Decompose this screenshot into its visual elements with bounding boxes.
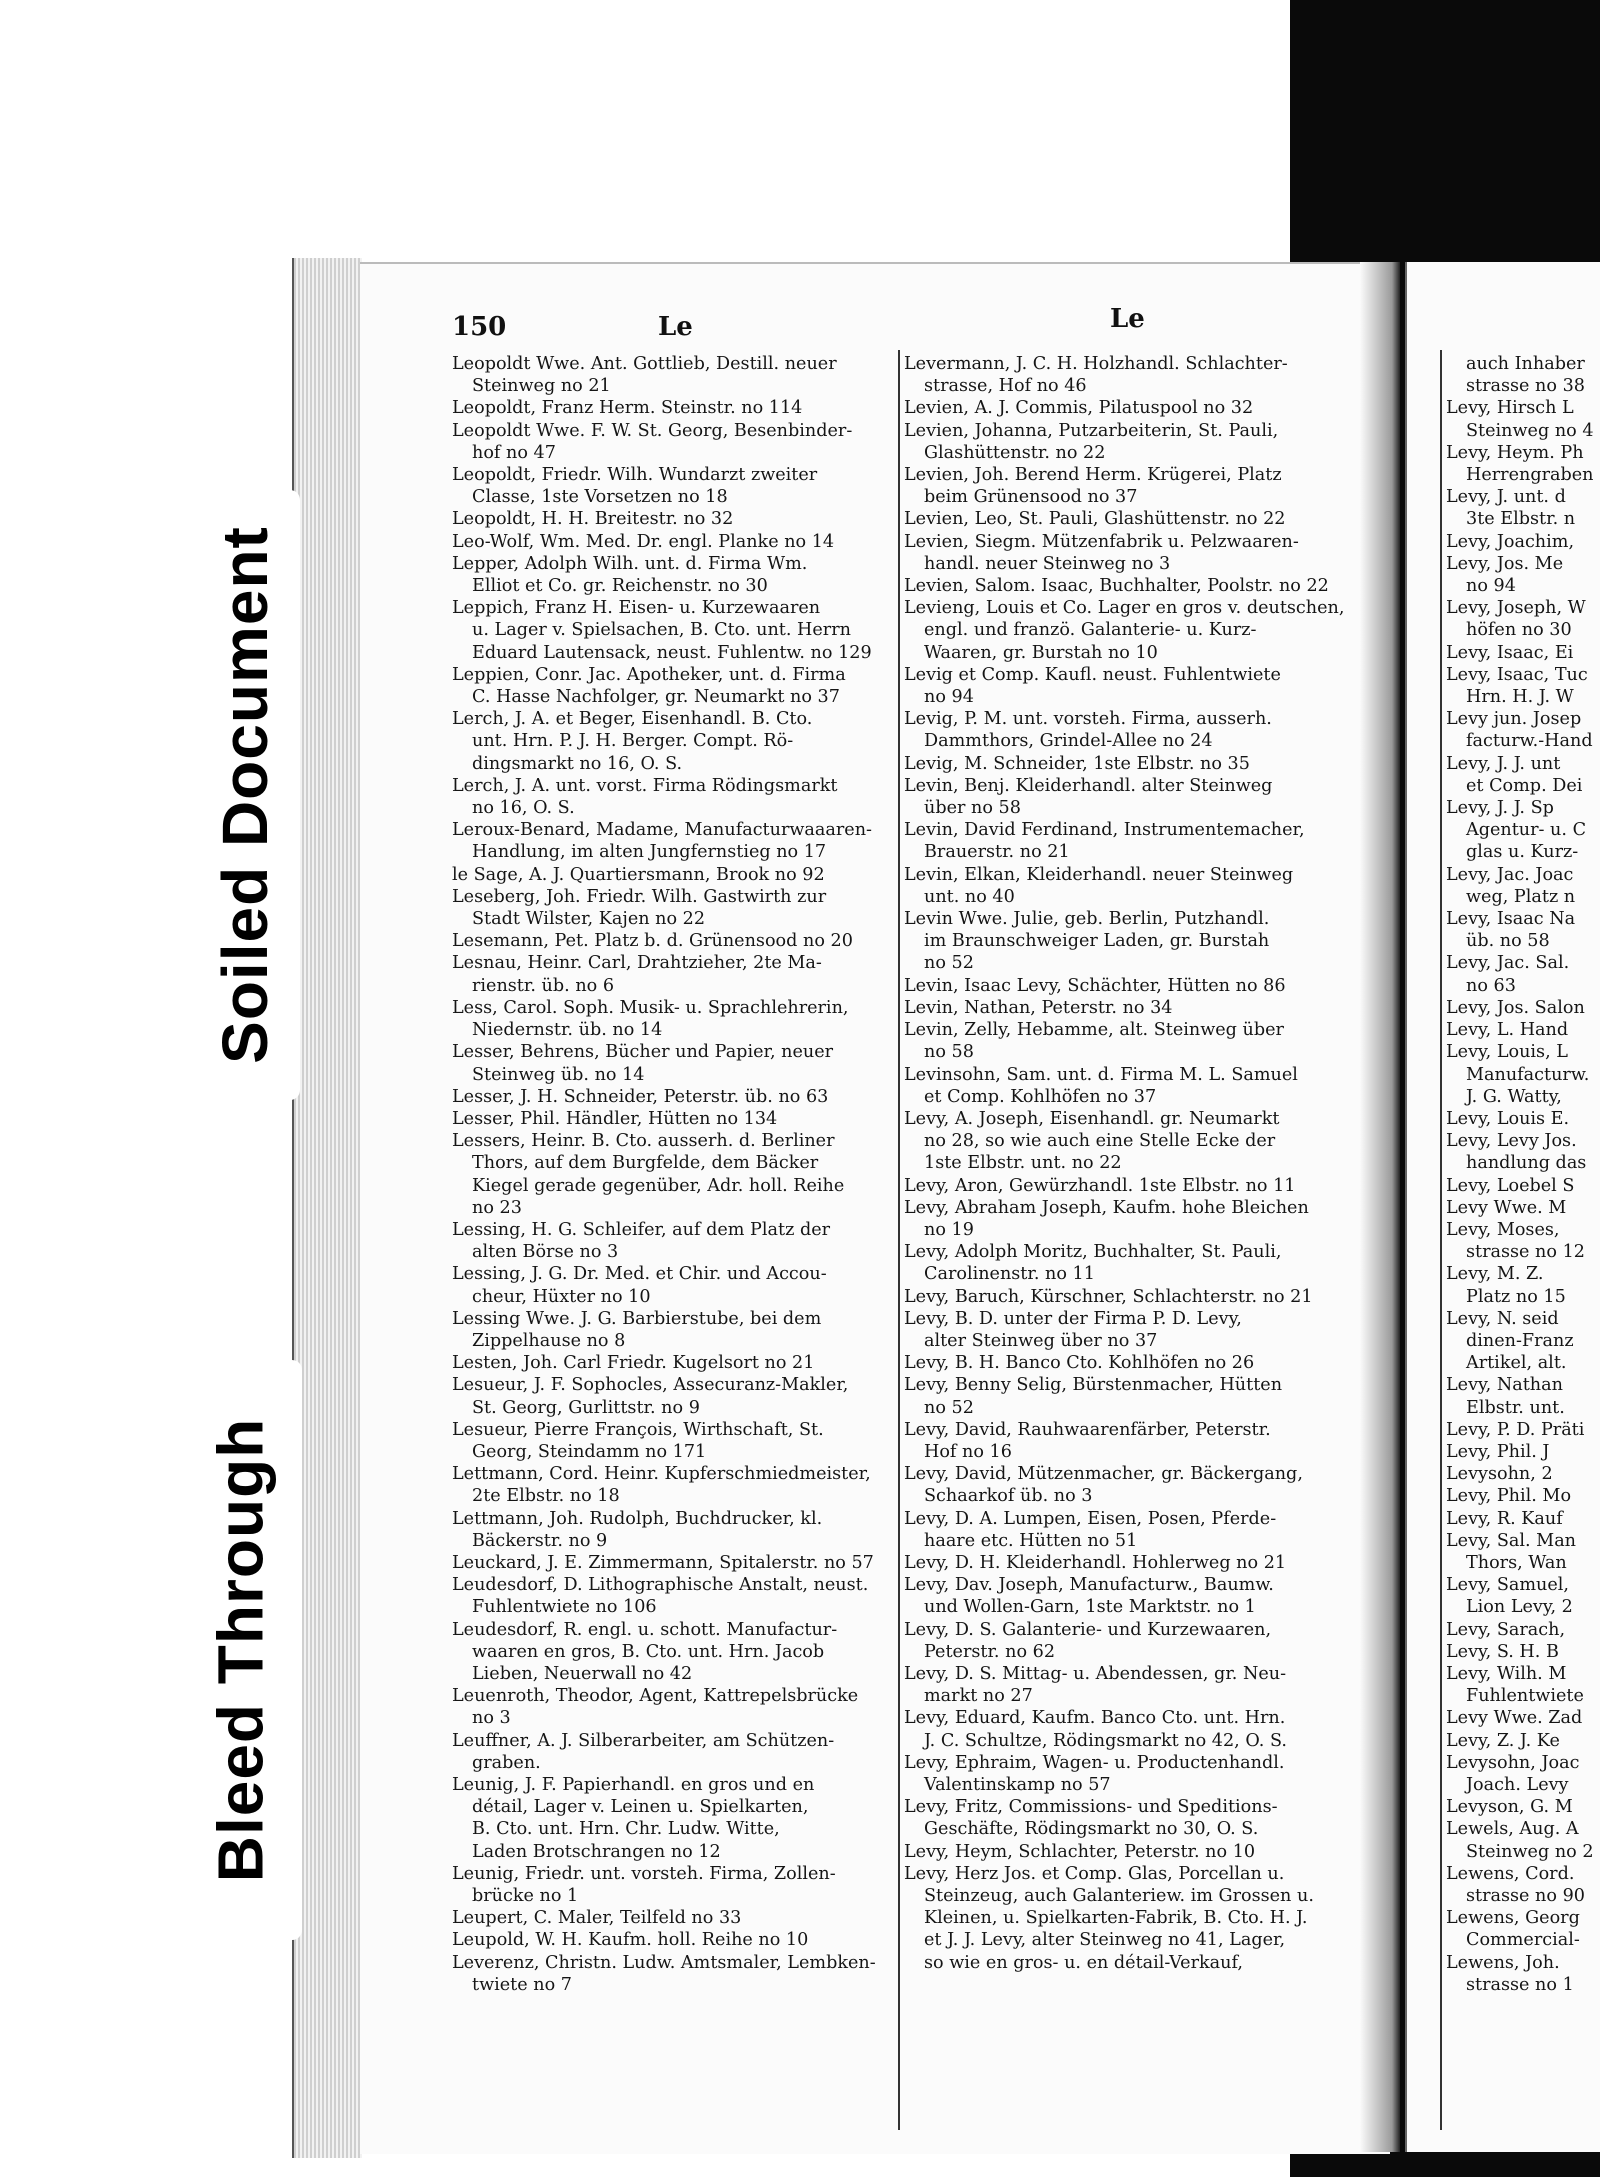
directory-line: Levin, Zelly, Hebamme, alt. Steinweg über <box>904 1020 1284 1041</box>
directory-line: haare etc. Hütten no 51 <box>924 1530 1138 1551</box>
directory-line: Levy, Heym. Ph <box>1446 442 1584 463</box>
directory-line: auch Inhaber <box>1466 354 1585 374</box>
directory-line: Dammthors, Grindel-Allee no 24 <box>924 731 1213 752</box>
directory-line: im Braunschweiger Laden, gr. Burstah <box>924 931 1270 952</box>
directory-line: hof no 47 <box>472 442 556 463</box>
directory-line: Steinweg no 2 <box>1466 1841 1594 1862</box>
directory-line: Lesueur, J. F. Sophocles, Assecuranz-Makler, <box>452 1375 849 1396</box>
third-column <box>1446 353 1596 1996</box>
directory-line: St. Georg, Gurlittstr. no 9 <box>472 1397 700 1418</box>
directory-line: Levy, Sarach, <box>1446 1619 1566 1640</box>
directory-line: détail, Lager v. Leinen u. Spielkarten, <box>472 1797 809 1818</box>
directory-line: Lesten, Joh. Carl Friedr. Kugelsort no 21 <box>452 1353 815 1374</box>
directory-line: et Comp. Dei <box>1466 775 1583 796</box>
directory-line: Levy, Jac. Sal. <box>1446 953 1570 974</box>
directory-line: Levy, J. J. unt <box>1446 753 1561 774</box>
directory-line: Levy, Hirsch L <box>1446 398 1574 419</box>
right-column <box>904 353 1350 1974</box>
directory-line: Schaarkof üb. no 3 <box>924 1486 1093 1507</box>
directory-line: Fuhlentwiete <box>1466 1686 1584 1707</box>
directory-line: rienstr. üb. no 6 <box>472 975 615 996</box>
directory-line: Joach. Levy <box>1466 1775 1569 1795</box>
directory-line: Levy, David, Rauhwaarenfärber, Peterstr. <box>904 1419 1271 1440</box>
directory-line: Leunig, J. F. Papierhandl. en gros und en <box>452 1775 815 1795</box>
directory-line: Levien, A. J. Commis, Pilatuspool no 32 <box>904 398 1254 419</box>
directory-line: Levy, Jac. Joac <box>1446 864 1574 885</box>
directory-line: Levy, L. Hand <box>1446 1020 1569 1041</box>
directory-line: Levin, Nathan, Peterstr. no 34 <box>904 997 1173 1018</box>
directory-line: Levy, Fritz, Commissions- und Speditions- <box>904 1797 1278 1818</box>
directory-line: Levysohn, Joac <box>1446 1752 1580 1773</box>
directory-line: Leppien, Conr. Jac. Apotheker, unt. d. Firma <box>452 664 846 685</box>
directory-line: Lewens, Georg <box>1446 1908 1580 1929</box>
directory-line: Geschäfte, Rödingsmarkt no 30, O. S. <box>924 1819 1259 1840</box>
directory-line: Leopoldt, H. H. Breitestr. no 32 <box>452 509 734 530</box>
directory-line: Artikel, alt. <box>1466 1353 1567 1374</box>
directory-line: Hof no 16 <box>924 1441 1012 1462</box>
directory-line: über no 58 <box>924 798 1021 819</box>
directory-line: Levy Wwe. Zad <box>1446 1708 1583 1729</box>
directory-line: dinen-Franz <box>1466 1330 1574 1351</box>
directory-line: Levy, Moses, <box>1446 1219 1560 1240</box>
directory-line: Levy, Ephraim, Wagen- u. Productenhandl. <box>904 1752 1285 1773</box>
directory-line: Lessing Wwe. J. G. Barbierstube, bei dem <box>452 1308 822 1329</box>
directory-line: Lewels, Aug. A <box>1446 1819 1579 1840</box>
directory-line: Levy, Eduard, Kaufm. Banco Cto. unt. Hrn. <box>904 1708 1286 1729</box>
directory-line: Leverenz, Christn. Ludw. Amtsmaler, Lembken- <box>452 1952 876 1973</box>
directory-line: Leopoldt, Franz Herm. Steinstr. no 114 <box>452 398 803 419</box>
directory-line: Thors, Wan <box>1466 1552 1567 1573</box>
directory-line: Levy, Phil. J <box>1446 1441 1550 1462</box>
directory-line: markt no 27 <box>924 1686 1033 1707</box>
directory-line: Herrengraben <box>1466 465 1594 486</box>
directory-line: Leppich, Franz H. Eisen- u. Kurzewaaren <box>452 598 821 619</box>
directory-line: Levy, Dav. Joseph, Manufacturw., Baumw. <box>904 1575 1274 1596</box>
directory-line: Levy, Phil. Mo <box>1446 1486 1572 1507</box>
directory-line: Leroux-Benard, Madame, Manufacturwaaaren- <box>452 820 872 841</box>
directory-line: u. Lager v. Spielsachen, B. Cto. unt. Herrn <box>472 620 851 641</box>
directory-line: Georg, Steindamm no 171 <box>472 1441 707 1462</box>
directory-line: Leopoldt, Friedr. Wilh. Wundarzt zweiter <box>452 465 818 486</box>
directory-line: Elliot et Co. gr. Reichenstr. no 30 <box>472 576 768 597</box>
directory-line: Levy, Nathan <box>1446 1375 1563 1396</box>
directory-line: Lesemann, Pet. Platz b. d. Grünensood no 20 <box>452 931 853 952</box>
directory-line: Kiegel gerade gegenüber, Adr. holl. Reihe <box>472 1175 845 1196</box>
directory-line: strasse no 90 <box>1466 1886 1585 1907</box>
directory-line: J. G. Watty, <box>1466 1086 1562 1107</box>
directory-line: Leupert, C. Maler, Teilfeld no 33 <box>452 1908 742 1929</box>
directory-line: Steinweg no 21 <box>472 376 611 397</box>
directory-line: Peterstr. no 62 <box>924 1641 1056 1662</box>
directory-line: Niedernstr. üb. no 14 <box>472 1020 663 1041</box>
directory-line: Levy, Joseph, W <box>1446 598 1586 619</box>
column-divider-2 <box>1440 350 1442 2130</box>
directory-line: Lessing, H. G. Schleifer, auf dem Platz der <box>452 1219 831 1240</box>
directory-line: handl. neuer Steinweg no 3 <box>924 553 1171 574</box>
directory-line: Levy, Sal. Man <box>1446 1530 1577 1551</box>
directory-line: Levy, Z. J. Ke <box>1446 1730 1560 1751</box>
directory-line: Levien, Salom. Isaac, Buchhalter, Poolstr. no 22 <box>904 576 1329 597</box>
directory-line: no 94 <box>924 687 974 708</box>
directory-line: Levy, Isaac, Tuc <box>1446 664 1588 685</box>
directory-line: Glashüttenstr. no 22 <box>924 442 1106 463</box>
directory-line: Leunig, Friedr. unt. vorsteh. Firma, Zollen- <box>452 1863 836 1884</box>
directory-line: Levy, D. S. Mittag- u. Abendessen, gr. Neu- <box>904 1663 1287 1684</box>
directory-line: und Wollen-Garn, 1ste Marktstr. no 1 <box>924 1597 1256 1618</box>
directory-line: Leseberg, Joh. Friedr. Wilh. Gastwirth zur <box>452 886 827 907</box>
directory-line: Levy, Baruch, Kürschner, Schlachterstr. no 21 <box>904 1286 1313 1307</box>
directory-line: twiete no 7 <box>472 1974 572 1995</box>
directory-line: Levin Wwe. Julie, geb. Berlin, Putzhandl. <box>904 909 1270 930</box>
directory-line: C. Hasse Nachfolger, gr. Neumarkt no 37 <box>472 687 840 708</box>
directory-line: Levig, M. Schneider, 1ste Elbstr. no 35 <box>904 753 1250 774</box>
directory-line: alten Börse no 3 <box>472 1242 619 1263</box>
directory-line: dingsmarkt no 16, O. S. <box>472 753 683 774</box>
directory-line: no 16, O. S. <box>472 798 575 819</box>
directory-line: Levin, Isaac Levy, Schächter, Hütten no 86 <box>904 975 1286 996</box>
directory-line: Lesser, Behrens, Bücher und Papier, neuer <box>452 1042 834 1063</box>
directory-line: strasse no 12 <box>1466 1242 1585 1263</box>
directory-line: Lieben, Neuerwall no 42 <box>472 1663 693 1684</box>
bleed-through-text: Bleed Through <box>204 1417 276 1883</box>
directory-line: Lesser, Phil. Händler, Hütten no 134 <box>452 1108 778 1129</box>
directory-line: no 52 <box>924 1397 974 1418</box>
directory-line: Levin, David Ferdinand, Instrumentemacher, <box>904 820 1305 841</box>
directory-line: Levy, D. S. Galanterie- und Kurzewaaren, <box>904 1619 1272 1640</box>
directory-line: Bäckerstr. no 9 <box>472 1530 608 1551</box>
directory-line: Leudesdorf, D. Lithographische Anstalt, neust. <box>452 1575 869 1596</box>
directory-line: üb. no 58 <box>1466 931 1550 952</box>
directory-line: unt. no 40 <box>924 886 1015 907</box>
directory-line: Laden Brotschrangen no 12 <box>472 1841 721 1862</box>
directory-line: Elbstr. unt. <box>1466 1397 1565 1418</box>
directory-line: Levy, Louis, L <box>1446 1042 1568 1063</box>
directory-line: Levig et Comp. Kaufl. neust. Fuhlentwiete <box>904 664 1281 685</box>
directory-line: Hrn. H. J. W <box>1466 687 1574 708</box>
directory-line: Zippelhause no 8 <box>472 1330 626 1351</box>
directory-line: Levy, Joachim, <box>1446 531 1575 552</box>
directory-line: Levien, Siegm. Mützenfabrik u. Pelzwaaren- <box>904 531 1299 552</box>
directory-line: Levin, Benj. Kleiderhandl. alter Steinweg <box>904 775 1273 796</box>
directory-line: Levien, Joh. Berend Herm. Krügerei, Platz <box>904 465 1282 486</box>
directory-line: Lerch, J. A. unt. vorst. Firma Rödingsmarkt <box>452 775 838 796</box>
directory-line: Lettmann, Joh. Rudolph, Buchdrucker, kl. <box>452 1508 823 1529</box>
directory-line: Brauerstr. no 21 <box>924 842 1070 863</box>
directory-line: Levy, A. Joseph, Eisenhandl. gr. Neumarkt <box>904 1108 1280 1129</box>
directory-line: Levin, Elkan, Kleiderhandl. neuer Steinweg <box>904 864 1294 885</box>
directory-line: Levig, P. M. unt. vorsteh. Firma, ausserh. <box>904 709 1272 730</box>
directory-line: Leo-Wolf, Wm. Med. Dr. engl. Planke no 14 <box>452 531 835 552</box>
directory-line: Lesser, J. H. Schneider, Peterstr. üb. no 63 <box>452 1086 829 1107</box>
directory-line: Levy, Wilh. M <box>1446 1663 1567 1684</box>
directory-line: glas u. Kurz- <box>1466 842 1579 863</box>
directory-line: Levy, B. D. unter der Firma P. D. Levy, <box>904 1308 1242 1329</box>
directory-line: facturw.-Hand <box>1466 731 1593 752</box>
directory-line: Manufacturw. <box>1466 1064 1590 1085</box>
directory-line: Thors, auf dem Burgfelde, dem Bäcker <box>472 1153 819 1174</box>
column-divider <box>898 350 900 2130</box>
soiled-document-text: Soiled Document <box>209 526 281 1064</box>
directory-line: Levy jun. Josep <box>1446 709 1582 730</box>
directory-line: Levy, Adolph Moritz, Buchhalter, St. Pauli, <box>904 1242 1282 1263</box>
directory-line: Lessers, Heinr. B. Cto. ausserh. d. Berliner <box>452 1131 835 1152</box>
directory-line: Kleinen, u. Spielkarten-Fabrik, B. Cto. H. J. <box>924 1908 1308 1929</box>
directory-line: cheur, Hüxter no 10 <box>472 1286 651 1307</box>
directory-line: Leuckard, J. E. Zimmermann, Spitalerstr. no 57 <box>452 1552 874 1573</box>
directory-line: no 3 <box>472 1708 511 1729</box>
directory-line: Levy, N. seid <box>1446 1308 1559 1329</box>
directory-line: strasse, Hof no 46 <box>924 376 1087 397</box>
directory-line: B. Cto. unt. Hrn. Chr. Ludw. Witte, <box>472 1819 780 1840</box>
directory-line: Levy, Aron, Gewürzhandl. 1ste Elbstr. no 11 <box>904 1175 1296 1196</box>
directory-line: Levyson, G. M <box>1446 1797 1573 1818</box>
directory-line: Valentinskamp no 57 <box>924 1775 1111 1795</box>
directory-line: Levy, R. Kauf <box>1446 1508 1563 1529</box>
directory-line: no 63 <box>1466 975 1516 996</box>
directory-line: Levy, Jos. Salon <box>1446 997 1585 1018</box>
left-column <box>452 353 892 1996</box>
directory-line: strasse no 38 <box>1466 376 1585 397</box>
directory-line: Levy, P. D. Präti <box>1446 1419 1585 1440</box>
directory-line: Levy, Herz Jos. et Comp. Glas, Porcellan u. <box>904 1863 1285 1884</box>
directory-line: Agentur- u. C <box>1466 820 1587 841</box>
directory-line: Commercial- <box>1466 1930 1580 1951</box>
directory-line: 3te Elbstr. n <box>1466 509 1576 530</box>
directory-line: Fuhlentwiete no 106 <box>472 1597 657 1618</box>
directory-line: Leopoldt Wwe. Ant. Gottlieb, Destill. neuer <box>452 354 837 374</box>
directory-line: Leudesdorf, R. engl. u. schott. Manufactur- <box>452 1619 838 1640</box>
directory-line: Levy, Jos. Me <box>1446 553 1564 574</box>
directory-line: waaren en gros, B. Cto. unt. Hrn. Jacob <box>472 1641 825 1662</box>
directory-line: Steinweg üb. no 14 <box>472 1064 645 1085</box>
directory-line: Levy, Abraham Joseph, Kaufm. hohe Bleichen <box>904 1197 1309 1218</box>
right-running-head: Le <box>1110 304 1145 334</box>
directory-line: Levy, S. H. B <box>1446 1641 1559 1662</box>
directory-line: no 28, so wie auch eine Stelle Ecke der <box>924 1131 1276 1152</box>
directory-line: Lepper, Adolph Wilh. unt. d. Firma Wm. <box>452 553 808 574</box>
directory-line: brücke no 1 <box>472 1886 579 1907</box>
directory-line: 1ste Elbstr. unt. no 22 <box>924 1153 1122 1174</box>
directory-line: Levy, Levy Jos. <box>1446 1131 1577 1152</box>
directory-line: Levy, J. J. Sp <box>1446 798 1554 819</box>
directory-line: Levy, D. A. Lumpen, Eisen, Posen, Pferde- <box>904 1508 1277 1529</box>
directory-line: Lewens, Joh. <box>1446 1952 1560 1973</box>
directory-line: engl. und franzö. Galanterie- u. Kurz- <box>924 620 1257 641</box>
directory-line: Lerch, J. A. et Beger, Eisenhandl. B. Cto. <box>452 709 813 730</box>
directory-line: Levy, B. H. Banco Cto. Kohlhöfen no 26 <box>904 1353 1255 1374</box>
directory-line: no 23 <box>472 1197 522 1218</box>
page-edge-stack <box>292 258 362 2158</box>
directory-line: Levinsohn, Sam. unt. d. Firma M. L. Samuel <box>904 1064 1298 1085</box>
directory-line: Leuenroth, Theodor, Agent, Kattrepelsbrücke <box>452 1686 859 1707</box>
directory-line: so wie en gros- u. en détail-Verkauf, <box>924 1952 1243 1973</box>
directory-line: unt. Hrn. P. J. H. Berger. Compt. Rö- <box>472 731 794 752</box>
directory-line: no 19 <box>924 1219 974 1240</box>
directory-line: Levy, Louis E. <box>1446 1108 1570 1129</box>
directory-line: no 94 <box>1466 576 1516 597</box>
directory-line: 2te Elbstr. no 18 <box>472 1486 620 1507</box>
directory-line: Steinzeug, auch Galanteriew. im Grossen u. <box>924 1886 1314 1907</box>
directory-line: J. C. Schultze, Rödingsmarkt no 42, O. S. <box>924 1730 1287 1751</box>
directory-line: Lesueur, Pierre François, Wirthschaft, St. <box>452 1419 824 1440</box>
directory-line: le Sage, A. J. Quartiersmann, Brook no 92 <box>452 864 825 885</box>
directory-line: Levy, Samuel, <box>1446 1575 1570 1596</box>
directory-line: Levysohn, 2 <box>1446 1464 1553 1485</box>
directory-line: Levy, Isaac Na <box>1446 909 1576 930</box>
directory-line: Lewens, Cord. <box>1446 1863 1575 1884</box>
directory-line: Handlung, im alten Jungfernstieg no 17 <box>472 842 827 863</box>
directory-line: Leuffner, A. J. Silberarbeiter, am Schützen- <box>452 1730 835 1751</box>
directory-line: alter Steinweg über no 37 <box>924 1330 1158 1351</box>
directory-line: no 52 <box>924 953 974 974</box>
directory-line: Platz no 15 <box>1466 1286 1566 1307</box>
directory-line: Lettmann, Cord. Heinr. Kupferschmiedmeister, <box>452 1464 871 1485</box>
directory-line: Classe, 1ste Vorsetzen no 18 <box>472 487 728 508</box>
directory-line: Levy, David, Mützenmacher, gr. Bäckergang, <box>904 1464 1303 1485</box>
book-gutter <box>1360 262 1400 2152</box>
directory-line: Levien, Johanna, Putzarbeiterin, St. Pauli, <box>904 420 1279 441</box>
left-running-head: Le <box>658 312 693 342</box>
directory-line: Levermann, J. C. H. Holzhandl. Schlachter- <box>904 354 1288 374</box>
directory-line: Levieng, Louis et Co. Lager en gros v. deutschen, <box>904 598 1345 619</box>
directory-line: Stadt Wilster, Kajen no 22 <box>472 909 706 930</box>
directory-line: Carolinenstr. no 11 <box>924 1264 1095 1285</box>
directory-line: Levy, Benny Selig, Bürstenmacher, Hütten <box>904 1375 1283 1396</box>
directory-line: Lessing, J. G. Dr. Med. et Chir. und Accou- <box>452 1264 827 1285</box>
directory-line: Less, Carol. Soph. Musik- u. Sprachlehrerin, <box>452 997 849 1018</box>
bleed-through-label <box>178 1360 302 1940</box>
page-number: 150 <box>452 312 507 342</box>
directory-line: et J. J. Levy, alter Steinweg no 41, Lager, <box>924 1930 1286 1951</box>
directory-line: Levy, J. unt. d <box>1446 487 1566 508</box>
directory-line: Leupold, W. H. Kaufm. holl. Reihe no 10 <box>452 1930 809 1951</box>
directory-line: strasse no 1 <box>1466 1974 1574 1995</box>
directory-line: beim Grünensood no 37 <box>924 487 1138 508</box>
directory-line: Levy Wwe. M <box>1446 1197 1567 1218</box>
directory-line: Lion Levy, 2 <box>1466 1597 1573 1618</box>
directory-line: Eduard Lautensack, neust. Fuhlentw. no 129 <box>472 642 872 663</box>
directory-line: Lesnau, Heinr. Carl, Drahtzieher, 2te Ma- <box>452 953 822 974</box>
directory-line: Levy, D. H. Kleiderhandl. Hohlerweg no 21 <box>904 1552 1287 1573</box>
directory-line: handlung das <box>1466 1153 1587 1174</box>
directory-line: Leopoldt Wwe. F. W. St. Georg, Besenbinder- <box>452 420 853 441</box>
directory-line: graben. <box>472 1752 541 1773</box>
soiled-document-label <box>190 490 300 1100</box>
directory-line: höfen no 30 <box>1466 620 1572 641</box>
directory-line: Levien, Leo, St. Pauli, Glashüttenstr. no 22 <box>904 509 1286 530</box>
directory-line: et Comp. Kohlhöfen no 37 <box>924 1086 1157 1107</box>
directory-line: Waaren, gr. Burstah no 10 <box>924 642 1158 663</box>
directory-line: weg, Platz n <box>1466 886 1576 907</box>
directory-line: Levy, M. Z. <box>1446 1264 1544 1285</box>
directory-line: Levy, Heym, Schlachter, Peterstr. no 10 <box>904 1841 1256 1862</box>
directory-line: Steinweg no 4 <box>1466 420 1594 441</box>
directory-line: Levy, Loebel S <box>1446 1175 1575 1196</box>
directory-line: Levy, Isaac, Ei <box>1446 642 1574 663</box>
directory-line: no 58 <box>924 1042 974 1063</box>
